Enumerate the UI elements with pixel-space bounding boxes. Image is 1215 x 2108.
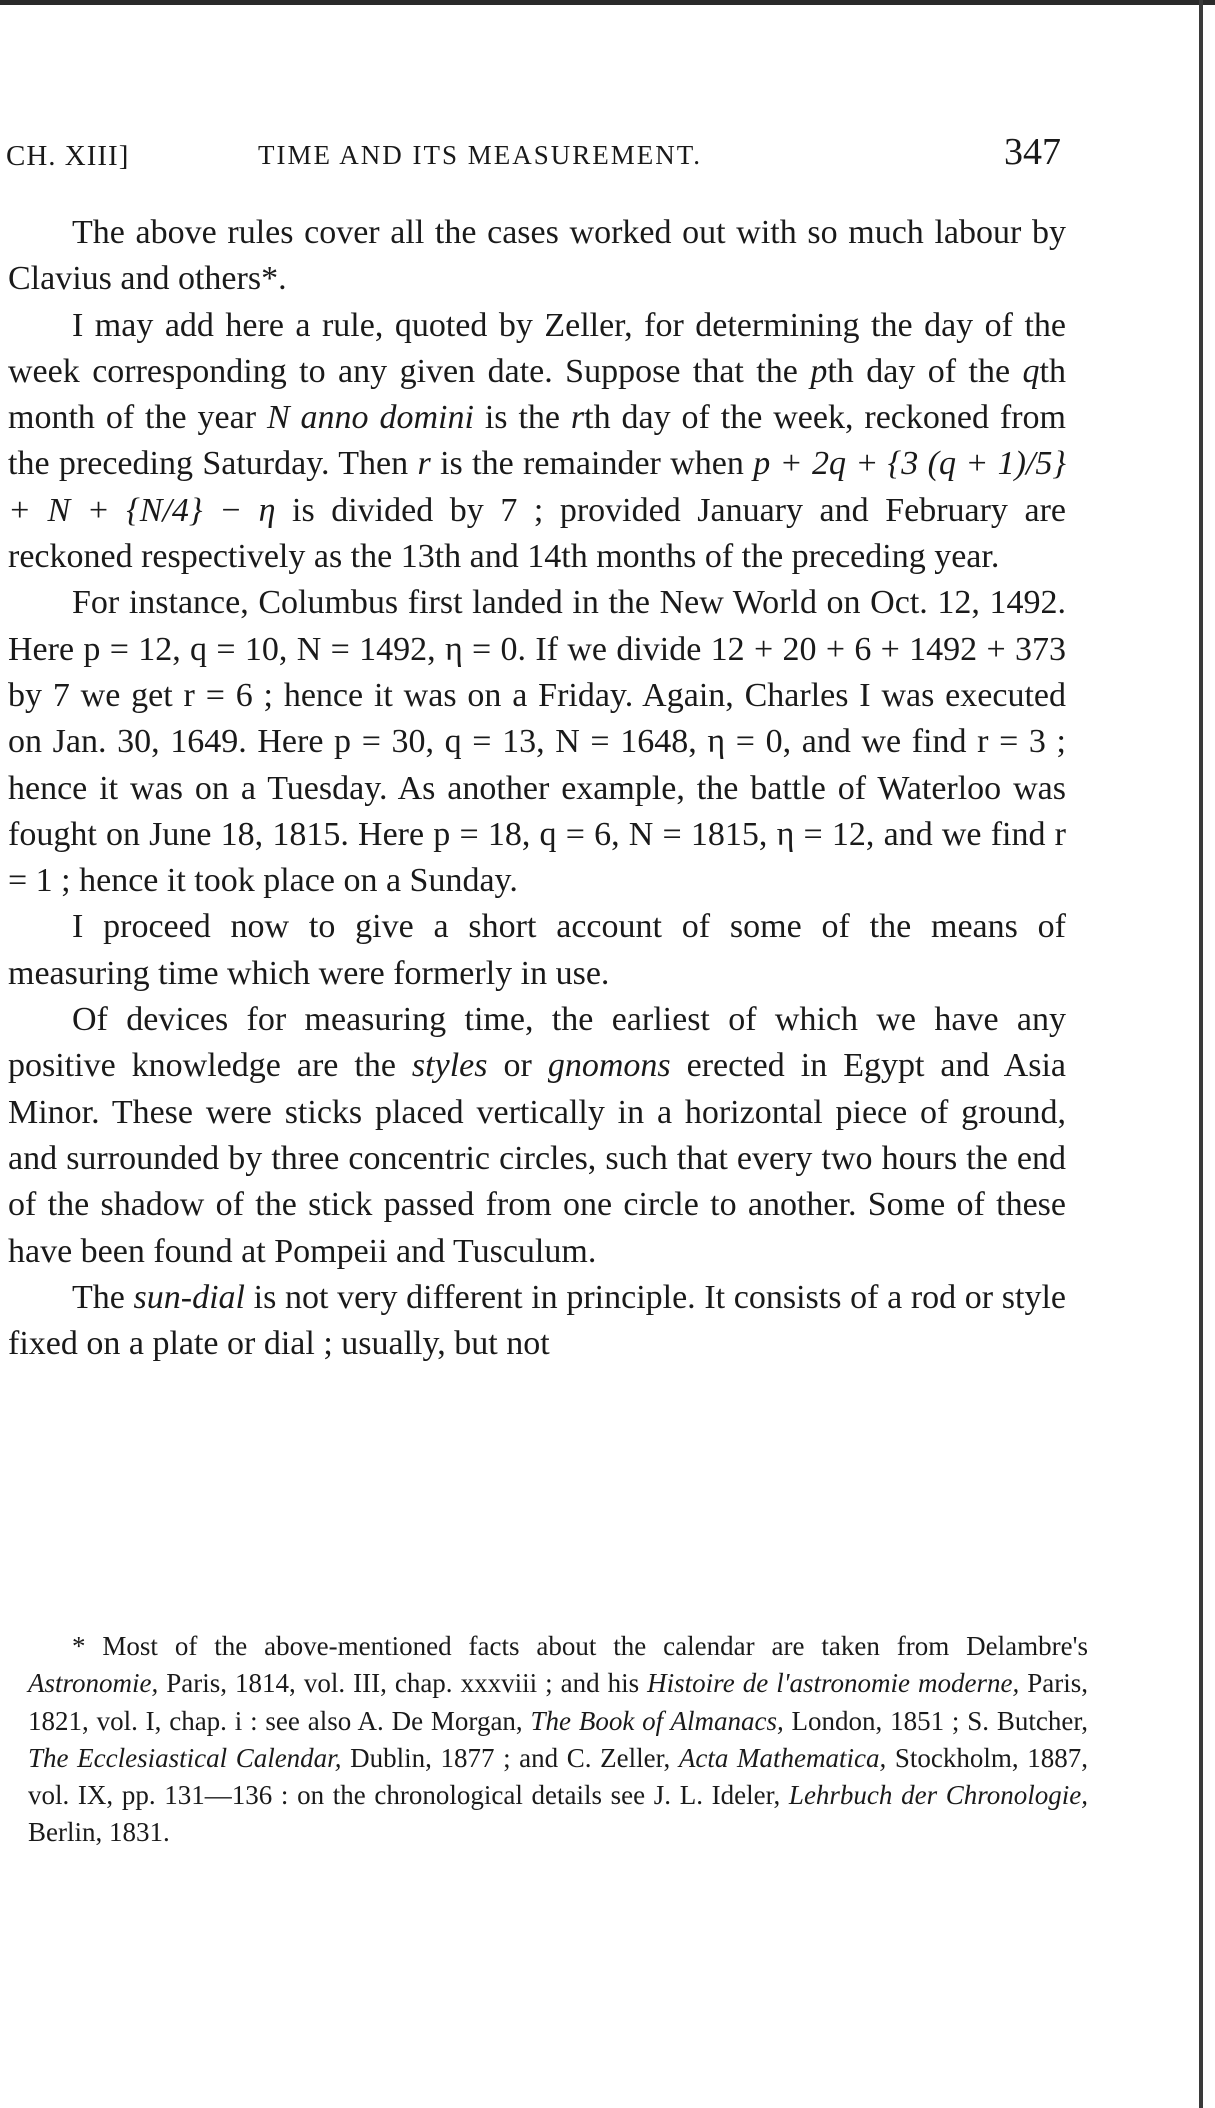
- scan-top-edge: [0, 0, 1215, 5]
- paragraph-1: The above rules cover all the cases worked out with so much labour by Clavius and others*.: [8, 214, 1066, 298]
- paragraph-6: The sun-dial is not very different in principle. It consists of a rod or style fixed on a plate or dial ; usually, but not: [8, 1278, 1067, 1363]
- running-header: [6, 130, 1061, 180]
- footnote: * Most of the above-mentioned facts about the calendar are taken from Delambre's Astronomie, Paris, 1814, vol. III, chap. xxxviii ; and his Histoire de l'astronomie moderne, Paris, 1821, vol. I, chap. i : see also A. De Morgan, The Book of Almanacs, London, 1851 ; S. Butcher, The Ecclesiastical Calendar, Dublin, 1877 ; and C. Zeller, Acta Mathematica, Stockholm, 1887, vol. IX, pp. 131—136 : on the chronological details see J. L. Ideler, Lehrbuch der Chronologie, Berlin, 1831.: [28, 1631, 1089, 1848]
- scan-right-edge: [1199, 0, 1203, 2108]
- running-title: TIME AND ITS MEASUREMENT.: [258, 140, 702, 170]
- body-text: [8, 210, 1066, 1367]
- chapter-label: CH. XIII]: [6, 140, 130, 172]
- paragraph-2: I may add here a rule, quoted by Zeller, for determining the day of the week corresponding to any given date. Suppose that the pth day of the qth month of the year N anno domini is the rth day of the week, reckoned from the preceding Saturday. Then r is the remainder when p + 2q + {3 (q + 1)/5} + N + {N/4} − η is divided by 7 ; provided January and February are reckoned respectively as the 13th and 14th months of the preceding year.: [8, 306, 1066, 576]
- paragraph-3: For instance, Columbus first landed in the New World on Oct. 12, 1492. Here p = 12, q = 10, N = 1492, η = 0. If we divide 12 + 20 + 6 + 1492 + 373 by 7 we get r = 6 ; hence it was on a Friday. Again, Charles I was executed on Jan. 30, 1649. Here p = 30, q = 13, N = 1648, η = 0, and we find r = 3 ; hence it was on a Tuesday. As another example, the battle of Waterloo was fought on June 18, 1815. Here p = 18, q = 6, N = 1815, η = 12, and we find r = 1 ; hence it took place on a Sunday.: [8, 584, 1066, 900]
- paragraph-4: I proceed now to give a short account of some of the means of measuring time which were formerly in use.: [8, 908, 1066, 992]
- page-number: 347: [1004, 131, 1061, 173]
- paragraph-5: Of devices for measuring time, the earliest of which we have any positive knowledge are the styles or gnomons erected in Egypt and Asia Minor. These were sticks placed vertically in a horizontal piece of ground, and surrounded by three concentric circles, such that every two hours the end of the shadow of the stick passed from one circle to another. Some of these have been found at Pompeii and Tusculum.: [8, 1001, 1066, 1270]
- zeller-formula: p + 2q + {3 (q + 1)/5} + N + {N/4} − η: [8, 445, 1066, 529]
